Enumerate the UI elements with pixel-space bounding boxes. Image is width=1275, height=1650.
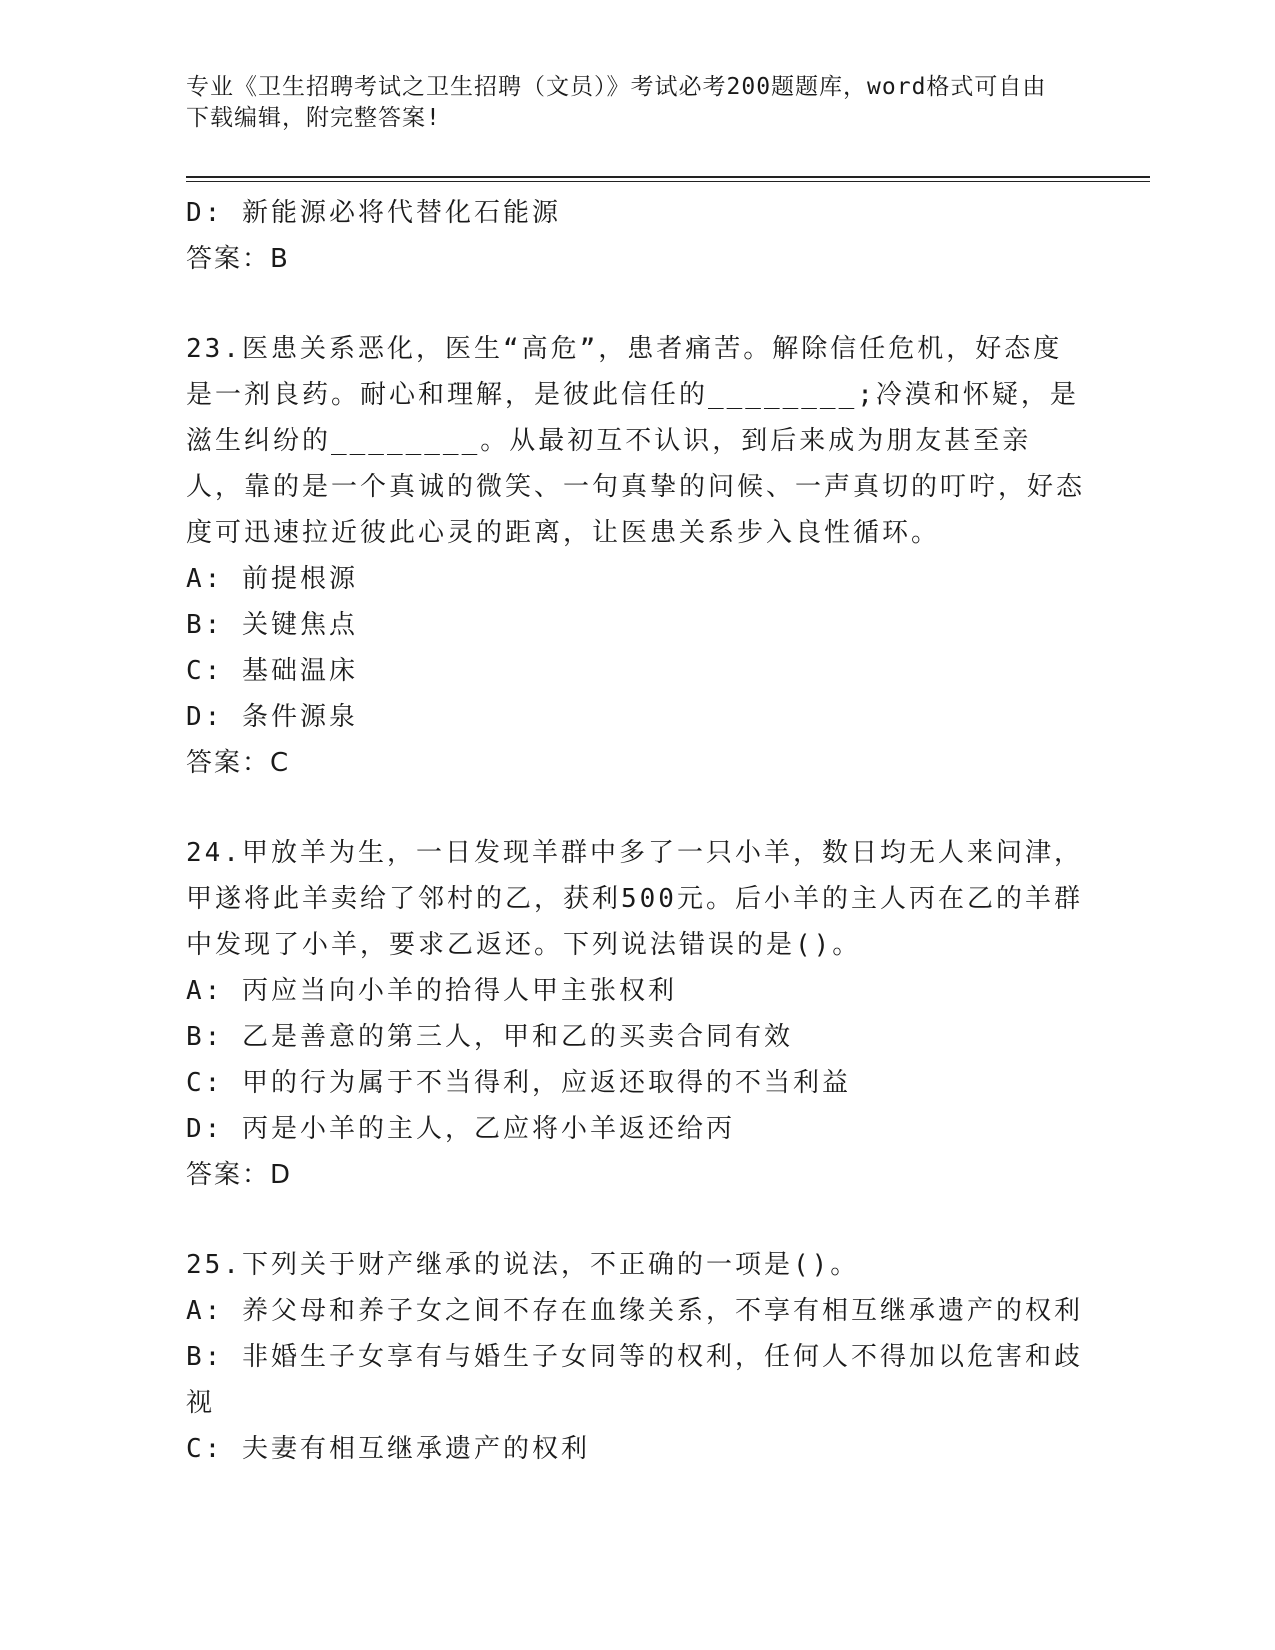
question-23-stem: 23.医患关系恶化，医生“高危”，患者痛苦。解除信任危机，好态度是一剂良药。耐心和理解，是彼此信任的________;冷漠和怀疑，是滋生纠纷的________。从最初互不认识，到后来成为朋友甚至亲人，靠的是一个真诚的微笑、一句真挚的问候、一声真切的叮咛，好态度可迅速拉近彼此心灵的距离，让医患关系步入良性循环。 xyxy=(186,334,1086,548)
page-header: 专业《卫生招聘考试之卫生招聘（文员）》考试必考200题题库，word格式可自由下载编辑，附完整答案! xyxy=(186,74,1047,131)
spacer xyxy=(186,282,1086,326)
option-d: D: 新能源必将代替化石能源 xyxy=(186,198,561,228)
option-c: C: 甲的行为属于不当得利，应返还取得的不当利益 xyxy=(186,1068,851,1098)
spacer xyxy=(186,1198,1086,1242)
option-d: D: 丙是小羊的主人，乙应将小羊返还给丙 xyxy=(186,1114,735,1144)
spacer xyxy=(186,786,1086,830)
question-25-stem: 25.下列关于财产继承的说法，不正确的一项是()。 xyxy=(186,1250,860,1280)
option-a: A: 丙应当向小羊的拾得人甲主张权利 xyxy=(186,976,677,1006)
document-body xyxy=(186,190,1086,1472)
option-a: A: 养父母和养子女之间不存在血缘关系，不享有相互继承遗产的权利 xyxy=(186,1296,1083,1326)
option-a: A: 前提根源 xyxy=(186,564,358,594)
option-b: B: 乙是善意的第三人，甲和乙的买卖合同有效 xyxy=(186,1022,793,1052)
option-d: D: 条件源泉 xyxy=(186,702,358,732)
option-b: B: 非婚生子女享有与婚生子女同等的权利，任何人不得加以危害和歧视 xyxy=(186,1342,1083,1418)
option-b: B: 关键焦点 xyxy=(186,610,358,640)
answer-line: 答案：D xyxy=(186,1160,293,1190)
header-divider xyxy=(186,176,1150,182)
question-24-stem: 24.甲放羊为生，一日发现羊群中多了一只小羊，数日均无人来问津，甲遂将此羊卖给了邻村的乙，获利500元。后小羊的主人丙在乙的羊群中发现了小羊，要求乙返还。下列说法错误的是()。 xyxy=(186,838,1083,960)
answer-line: 答案：C xyxy=(186,748,291,778)
option-c: C: 基础温床 xyxy=(186,656,358,686)
answer-line: 答案：B xyxy=(186,244,290,274)
option-c: C: 夫妻有相互继承遗产的权利 xyxy=(186,1434,590,1464)
